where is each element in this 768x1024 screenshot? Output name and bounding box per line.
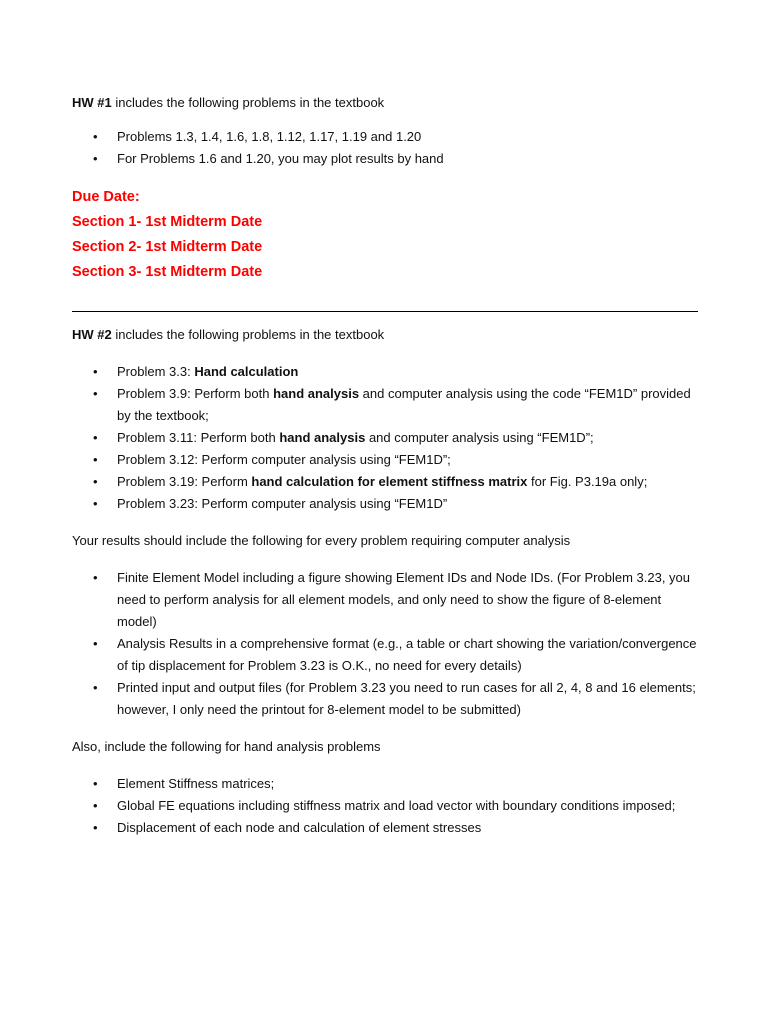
bullet: • [93,496,98,511]
list-item [72,795,698,817]
list-item-text: Problem 3.9: Perform both [117,386,274,401]
list-item [72,148,698,170]
list-item [72,126,698,148]
results-intro: Your results should include the following for every problem requiring computer analysis [72,533,571,548]
due-date-section-3: Section 3- 1st Midterm Date [72,264,263,280]
list-item-text: Problem 3.12: Perform computer analysis using “FEM1D”; [117,452,451,467]
list-item [72,773,698,795]
due-date-block [72,185,698,285]
bullet: • [93,430,98,445]
bullet: • [93,452,98,467]
hand-analysis-intro: Also, include the following for hand analysis problems [72,739,381,754]
bullet: • [93,820,98,835]
document-page [72,92,698,839]
list-item [72,633,698,677]
hw2-intro [72,324,698,346]
list-item [72,493,698,515]
list-item [72,817,698,839]
list-item-text: Finite Element Model including a figure showing Element IDs and Node IDs. (For Problem 3.23, you need to perform analysis for all element models, and only need to show the figure of 8-element model) [117,570,691,629]
bullet: • [93,151,98,166]
bullet: • [93,364,98,379]
due-date-section-1: Section 1- 1st Midterm Date [72,214,263,230]
list-item-text: Problem 3.11: Perform both [117,430,280,445]
bullet: • [93,798,98,813]
list-item-text-rest: and computer analysis using the code “FEM1D” provided by the textbook; [117,386,691,423]
list-item [72,383,698,427]
list-item-text: For Problems 1.6 and 1.20, you may plot results by hand [117,151,444,166]
bullet: • [93,570,98,585]
bullet: • [93,474,98,489]
hw2-problem-list [72,361,698,515]
list-item-emphasis: hand analysis [279,430,366,445]
list-item-emphasis: hand calculation for element stiffness matrix [251,474,528,489]
list-item [72,677,698,721]
list-item-text: Problem 3.23: Perform computer analysis using “FEM1D” [117,496,448,511]
list-item-emphasis: hand analysis [273,386,360,401]
list-item-emphasis: Hand calculation [194,364,299,379]
due-date-section-2: Section 2- 1st Midterm Date [72,239,263,255]
bullet: • [93,776,98,791]
section-divider [72,311,698,312]
results-requirements-list [72,567,698,721]
bullet: • [93,680,98,695]
list-item [72,471,698,493]
list-item-text: Problems 1.3, 1.4, 1.6, 1.8, 1.12, 1.17, 1.19 and 1.20 [117,129,422,144]
list-item-text: Global FE equations including stiffness matrix and load vector with boundary conditions imposed; [117,798,676,813]
hw2-intro-text: includes the following problems in the textbook [111,327,385,342]
list-item-text: Printed input and output files (for Problem 3.23 you need to run cases for all 2, 4, 8 and 16 elements; however, I only need the printout for 8-element model to be submitted) [117,680,696,717]
list-item [72,427,698,449]
hw1-intro [72,92,698,114]
list-item-text-rest: for Fig. P3.19a only; [527,474,648,489]
list-item-text: Displacement of each node and calculation of element stresses [117,820,482,835]
list-item-text: Problem 3.3: [117,364,195,379]
hw1-intro-text: includes the following problems in the textbook [111,95,385,110]
list-item-text: Analysis Results in a comprehensive format (e.g., a table or chart showing the variation/convergence of tip displacement for Problem 3.23 is O.K., no need for every details) [117,636,697,673]
list-item-text: Element Stiffness matrices; [117,776,275,791]
list-item [72,449,698,471]
hw1-label: HW #1 [72,95,112,110]
hand-analysis-list [72,773,698,839]
bullet: • [93,386,98,401]
bullet: • [93,636,98,651]
due-date-title: Due Date: [72,189,140,205]
list-item [72,567,698,633]
bullet: • [93,129,98,144]
hw2-label: HW #2 [72,327,112,342]
hw1-problem-list [72,126,698,170]
list-item-text-rest: and computer analysis using “FEM1D”; [365,430,594,445]
list-item [72,361,698,383]
list-item-text: Problem 3.19: Perform [117,474,252,489]
